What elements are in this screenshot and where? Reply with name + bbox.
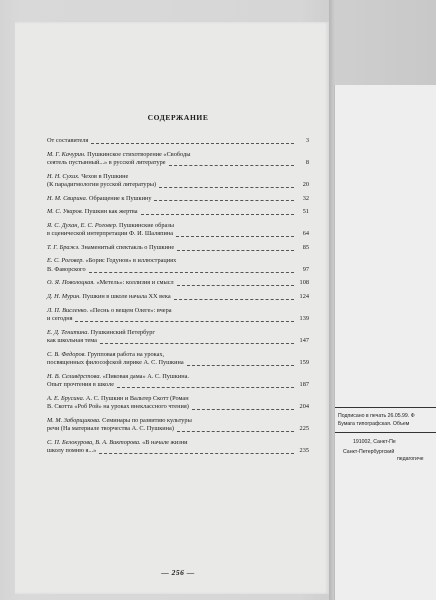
toc-entry-line — [47, 244, 309, 252]
toc-entry-author: Т. Г. Бражэ. — [47, 243, 80, 251]
toc-entry-title: Пушкинские образы — [117, 221, 174, 229]
toc-entry — [47, 137, 309, 145]
toc-entry-title: А. С. Пушкин и Вальтер Скотт (Роман — [84, 394, 189, 402]
toc-entry-text — [47, 359, 184, 367]
toc-entry-title: речи (На материале творчества А. С. Пушкина) — [47, 424, 174, 432]
toc-entry-page: 85 — [302, 243, 309, 251]
toc-entry — [47, 439, 309, 456]
dot-leader — [174, 299, 294, 300]
toc-entry-line — [47, 195, 309, 203]
toc-entry — [47, 351, 309, 368]
toc-entry-title: Семинары по развитию культуры — [100, 416, 192, 424]
toc-entry — [47, 151, 309, 168]
toc-entry-text — [47, 159, 166, 167]
toc-entry-line — [47, 417, 309, 425]
imprint-line-2: Бумага типографская. Объем — [338, 421, 410, 427]
toc-entry — [47, 329, 309, 346]
toc-entry-line — [47, 279, 309, 287]
toc-entry-line — [47, 151, 309, 159]
toc-entry-text — [47, 195, 151, 203]
toc-entry-title: как школьная тема — [47, 336, 97, 344]
toc-entry-author: Д. Н. Мурин. — [47, 292, 81, 300]
toc-entry-text — [47, 307, 172, 315]
toc-entry-line — [47, 329, 309, 337]
toc-entry-title: Знаменитый спектакль о Пушкине — [79, 243, 175, 251]
toc-entry-page: 108 — [299, 279, 309, 287]
toc-entry-text — [47, 293, 171, 301]
toc-entry-line — [47, 266, 309, 274]
dot-leader — [141, 214, 294, 215]
toc-entry-title: Чехов в Пушкине — [79, 172, 129, 180]
toc-entry-text — [47, 439, 187, 447]
toc-entry-text — [47, 315, 72, 323]
imprint-line-1: Подписано в печать 26.05.99. Ф — [338, 413, 415, 419]
toc-entry-title: (К парадигмологии русской литературы) — [47, 181, 157, 188]
toc-entry-title: Групповая работа на уроках, — [85, 350, 165, 358]
toc-entry-page: 3 — [305, 137, 309, 144]
imprint-box — [335, 407, 436, 433]
imprint-address: 191002, Санкт-Пе — [353, 439, 396, 445]
toc-entry-line — [47, 403, 309, 411]
toc-entry-line — [47, 447, 309, 455]
toc-entry-author: Н. В. Селивёрстова. — [47, 372, 102, 380]
toc-entry-author: Е. Д. Тенитина. — [47, 328, 90, 336]
toc-entry-text — [47, 395, 189, 403]
toc-entry-author: Е. С. Роговер. — [47, 257, 84, 265]
toc-entry — [47, 257, 309, 274]
toc-entry-line — [47, 257, 309, 265]
toc-entry-author: М. М. Заборщикова. — [47, 416, 101, 424]
toc-entry-title: «В начале жизни — [140, 438, 188, 446]
toc-entry-line — [47, 293, 309, 301]
dot-leader — [187, 365, 294, 366]
toc-entry-text — [47, 417, 192, 425]
table-of-contents — [47, 113, 309, 577]
toc-entry — [47, 279, 309, 287]
toc-entry-title: «Борис Годунов» в иллюстрациях — [83, 257, 177, 265]
toc-entry-page: 225 — [299, 424, 309, 432]
toc-entry-author: Н. М. Свирина. — [47, 194, 88, 202]
toc-entry-page: 139 — [299, 314, 309, 322]
toc-entry-page: 97 — [302, 265, 309, 273]
toc-entry-page: 147 — [299, 336, 309, 344]
toc-entry — [47, 208, 309, 216]
toc-entry-line — [47, 381, 309, 389]
toc-entry-title: От составителя — [47, 137, 89, 144]
toc-entry-page: 187 — [299, 380, 309, 388]
toc-entry-title: школу помню я...» — [47, 446, 97, 454]
right-page — [334, 85, 436, 600]
toc-entry-author: М. Г. Качурин. — [47, 150, 86, 158]
toc-entry-text — [47, 403, 189, 411]
toc-entry — [47, 307, 309, 324]
dot-leader — [192, 409, 294, 410]
toc-entry-title: посвященных философской лирике А. С. Пушкина — [47, 358, 184, 366]
toc-entry-author: А. Е. Брусина. — [47, 394, 85, 402]
toc-entry-line — [47, 173, 309, 181]
page-number: — 256 — — [161, 568, 195, 577]
toc-entry-title: «Песнь о вещем Олеге»: вчера — [88, 306, 172, 314]
toc-entries — [47, 137, 309, 455]
toc-entry-text — [47, 222, 174, 230]
toc-entry-title: в сценической интерпретации Ф. И. Шаляпина — [47, 230, 174, 238]
toc-entry-author: С. П. Белокурова, В. А. Викторова. — [47, 438, 141, 446]
toc-entry-title: Опыт прочтения в школе — [47, 380, 115, 388]
toc-entry — [47, 373, 309, 390]
toc-entry-text — [47, 181, 156, 189]
toc-entry-title: Пушкин в школе начала XX века — [80, 292, 171, 300]
dot-leader — [154, 200, 294, 201]
toc-entry-title: В. Фаворского — [47, 265, 86, 273]
toc-entry-line — [47, 395, 309, 403]
toc-entry-line — [47, 222, 309, 230]
toc-entry-line — [47, 181, 309, 189]
toc-entry-text — [47, 425, 174, 433]
toc-entry-author: Н. Н. Сухих. — [47, 172, 80, 180]
toc-entry — [47, 173, 309, 190]
toc-entry-page: 20 — [302, 181, 309, 188]
toc-entry-author: М. С. Уваров. — [47, 208, 84, 216]
toc-entry-author: Л. П. Висленко. — [47, 306, 89, 314]
toc-entry-page: 124 — [299, 292, 309, 300]
dot-leader — [159, 187, 294, 188]
toc-entry-line — [47, 230, 309, 238]
toc-entry-title: Пушкин как жертва — [83, 208, 138, 216]
toc-entry-text — [47, 351, 164, 359]
toc-entry-page: 51 — [302, 208, 309, 216]
toc-entry-title: «Пиковая дама» А. С. Пушкина. — [101, 372, 189, 380]
toc-entry — [47, 395, 309, 412]
toc-entry-line — [47, 208, 309, 216]
toc-entry-line — [47, 425, 309, 433]
toc-entry-text — [47, 208, 138, 216]
toc-entry-text — [47, 381, 114, 389]
toc-entry-page: 159 — [299, 358, 309, 366]
toc-entry-text — [47, 173, 128, 181]
toc-entry — [47, 293, 309, 301]
toc-entry-text — [47, 257, 176, 265]
toc-entry — [47, 195, 309, 203]
toc-entry-line — [47, 315, 309, 323]
toc-entry-title: «Метель»: коллизия и смысл — [94, 279, 174, 287]
toc-entry — [47, 222, 309, 239]
toc-title: СОДЕРЖАНИЕ — [147, 113, 209, 122]
toc-entry-line — [47, 359, 309, 367]
toc-entry-page: 64 — [302, 230, 309, 238]
toc-entry-line — [47, 159, 309, 167]
toc-entry-text — [47, 151, 190, 159]
toc-entry-title: сеятель пустынный...» в русской литературе — [47, 159, 166, 166]
dot-leader — [91, 143, 294, 144]
toc-entry-text — [47, 447, 96, 455]
toc-entry-author: Я. С. Духан, Е. С. Роговер. — [47, 221, 118, 229]
toc-entry-text — [47, 137, 88, 145]
toc-entry-line — [47, 439, 309, 447]
toc-entry-page: 32 — [302, 194, 309, 202]
dot-leader — [117, 387, 294, 388]
toc-entry-line — [47, 351, 309, 359]
dot-leader — [99, 453, 294, 454]
toc-entry-page: 8 — [305, 159, 309, 166]
toc-entry-text — [47, 329, 155, 337]
imprint-publisher-1: Санкт-Петербургский — [343, 449, 395, 455]
dot-leader — [75, 321, 294, 322]
toc-entry-text — [47, 244, 174, 252]
toc-entry-author: О. Я. Поволоцкая. — [47, 279, 95, 287]
toc-entry-line — [47, 373, 309, 381]
toc-entry — [47, 417, 309, 434]
toc-entry-text — [47, 230, 173, 238]
dot-leader — [100, 343, 294, 344]
toc-entry-text — [47, 279, 174, 287]
dot-leader — [177, 250, 294, 251]
toc-entry-line — [47, 337, 309, 345]
dot-leader — [176, 236, 294, 237]
toc-entry-text — [47, 337, 97, 345]
toc-entry-title: Обращение к Пушкину — [87, 194, 152, 202]
toc-entry-line — [47, 137, 309, 145]
toc-entry-line — [47, 307, 309, 315]
toc-entry-title: Пушкинский Петербург — [89, 328, 156, 336]
toc-entry-title: В. Скотта «Роб Рой» на уроках внеклассного чтения) — [47, 402, 189, 410]
toc-entry — [47, 244, 309, 252]
dot-leader — [177, 285, 294, 286]
dot-leader — [89, 272, 294, 273]
toc-entry-page: 235 — [299, 446, 309, 454]
toc-entry-title: Пушкинское стихотворение «Свободы — [85, 150, 191, 158]
toc-entry-text — [47, 373, 189, 381]
dot-leader — [169, 165, 294, 166]
toc-entry-author: С. В. Федоров. — [47, 350, 86, 358]
imprint-publisher-2: педагогиче — [397, 456, 424, 462]
toc-entry-title: и сегодня — [47, 314, 73, 322]
dot-leader — [177, 431, 294, 432]
toc-entry-page: 204 — [299, 402, 309, 410]
toc-entry-text — [47, 266, 86, 274]
